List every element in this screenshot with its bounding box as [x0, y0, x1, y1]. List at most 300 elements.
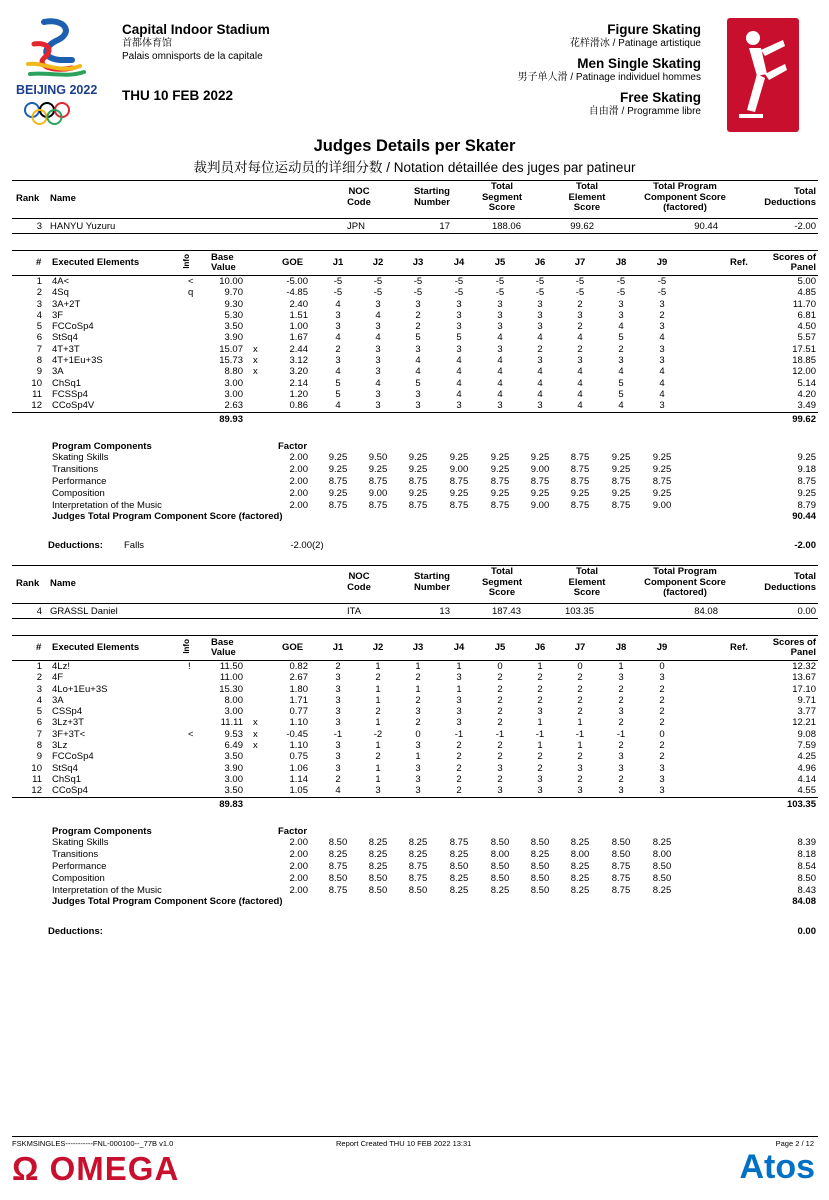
element-scores-of-panel: 5.00 — [797, 276, 816, 287]
component-panel-score: 9.25 — [797, 487, 816, 499]
component-score-j1: 8.75 — [328, 499, 348, 511]
judge-score-j7: 4 — [577, 366, 583, 378]
judge-header-j6: J6 — [534, 257, 546, 268]
element-goe: 1.80 — [289, 683, 308, 695]
component-score-j4: 8.75 — [449, 475, 469, 487]
deduction-value: -2.00 — [290, 540, 312, 552]
judge-score-j9: 3 — [659, 773, 665, 785]
skater-total-deductions: -2.00 — [794, 221, 816, 232]
judge-score-j9: 2 — [659, 309, 665, 321]
element-scores-of-panel: 17.10 — [792, 683, 816, 695]
element-code: 4Sq — [52, 287, 69, 299]
judge-score-j3: 4 — [415, 366, 421, 378]
judge-score-j6: 3 — [537, 785, 543, 797]
judge-score-j2: 1 — [375, 762, 381, 774]
starting-number-header: Starting Number — [414, 571, 450, 593]
judge-score-j2: 3 — [375, 388, 381, 400]
judge-score-j7: 1 — [577, 740, 583, 752]
judge-score-j5: -5 — [495, 276, 505, 287]
element-info: < — [188, 728, 194, 740]
element-code: ChSq1 — [52, 377, 82, 389]
skater-rank: 3 — [36, 221, 42, 232]
component-score-j1: 9.25 — [328, 464, 348, 476]
judge-score-j8: 2 — [618, 773, 624, 785]
goe-header: GOE — [282, 257, 304, 268]
judge-score-j5: 3 — [497, 321, 503, 333]
report-created: Report Created THU 10 FEB 2022 13:31 — [336, 1139, 472, 1148]
component-score-j1: 8.75 — [328, 884, 348, 896]
judge-score-j6: 3 — [537, 298, 543, 310]
judge-score-j8: 2 — [618, 717, 624, 729]
element-number: 10 — [31, 762, 42, 774]
judge-score-j3: 5 — [415, 377, 421, 389]
judge-score-j2: 1 — [375, 661, 381, 672]
judge-score-j7: 4 — [577, 388, 583, 400]
judge-score-j3: 3 — [415, 706, 421, 718]
judge-score-j5: 2 — [497, 683, 503, 695]
component-score-j4: 9.25 — [449, 452, 469, 464]
judge-score-j2: 4 — [375, 377, 381, 389]
component-panel-score: 9.25 — [797, 452, 816, 464]
skater-total-deductions: 0.00 — [797, 606, 816, 617]
component-score-j3: 8.25 — [408, 849, 428, 861]
judge-score-j1: -5 — [333, 287, 343, 299]
element-bonus-marker: x — [253, 728, 258, 740]
judge-score-j1: 2 — [335, 773, 341, 785]
component-score-j6: 8.50 — [530, 837, 550, 849]
element-base-value: 3.00 — [224, 773, 243, 785]
component-score-j2: 8.25 — [368, 837, 388, 849]
judge-score-j7: 4 — [577, 377, 583, 389]
judge-header-j1: J1 — [332, 257, 344, 268]
judge-score-j2: 1 — [375, 694, 381, 706]
element-number: 7 — [36, 343, 42, 355]
element-scores-of-panel: 11.70 — [792, 298, 816, 310]
element-goe: 1.05 — [289, 785, 308, 797]
element-goe: 1.06 — [289, 762, 308, 774]
sport-subtitle: 花样滑冰 / Patinage artistique — [569, 38, 701, 49]
skater-rank: 4 — [36, 606, 42, 617]
judge-score-j2: 2 — [375, 672, 381, 684]
segment-subtitle: 自由滑 / Programme libre — [588, 106, 701, 117]
rank-header: Rank — [16, 193, 40, 204]
judge-score-j7: 3 — [577, 762, 583, 774]
judge-header-j1: J1 — [332, 642, 344, 653]
judge-score-j6: -5 — [535, 287, 545, 299]
skater-starting-number: 13 — [439, 606, 450, 617]
segment-title: Free Skating — [619, 90, 701, 105]
component-score-j7: 8.75 — [570, 452, 590, 464]
judge-score-j7: 3 — [577, 309, 583, 321]
component-score-j9: 9.25 — [652, 464, 672, 476]
judge-score-j3: 1 — [415, 751, 421, 763]
element-scores-of-panel: 12.21 — [792, 717, 816, 729]
component-score-j1: 9.25 — [328, 487, 348, 499]
component-score-j7: 8.00 — [570, 849, 590, 861]
element-code: 4A< — [52, 276, 70, 287]
element-code: 4T+3T — [52, 343, 80, 355]
figure-skating-pictogram-icon — [727, 18, 799, 132]
component-factor: 2.00 — [289, 499, 308, 511]
component-score-j1: 8.75 — [328, 860, 348, 872]
element-scores-of-panel: 13.67 — [792, 672, 816, 684]
pcs-total-row — [12, 896, 818, 908]
component-score-j1: 8.50 — [328, 872, 348, 884]
judge-score-j6: 4 — [537, 332, 543, 344]
element-row — [12, 310, 818, 321]
component-score-j7: 9.25 — [570, 487, 590, 499]
component-score-j3: 8.75 — [408, 499, 428, 511]
skater-noc: JPN — [347, 221, 365, 232]
element-goe: 0.75 — [289, 751, 308, 763]
element-base-value: 15.30 — [219, 683, 243, 695]
pcs-total-row — [12, 511, 818, 523]
judge-header-j7: J7 — [574, 642, 586, 653]
element-goe: -4.85 — [286, 287, 308, 299]
judge-score-j1: 4 — [335, 332, 341, 344]
judge-score-j5: 3 — [497, 762, 503, 774]
judge-score-j6: 2 — [537, 751, 543, 763]
component-score-j6: 9.00 — [530, 499, 550, 511]
judge-score-j2: 3 — [375, 400, 381, 412]
judge-score-j3: -5 — [413, 287, 423, 299]
element-row — [12, 332, 818, 343]
event-date: THU 10 FEB 2022 — [122, 88, 234, 103]
component-score-j6: 9.25 — [530, 487, 550, 499]
component-score-j9: 8.50 — [652, 860, 672, 872]
judge-score-j4: 3 — [456, 706, 462, 718]
element-number: 1 — [36, 661, 42, 672]
judge-score-j4: 2 — [456, 773, 462, 785]
judge-score-j9: 0 — [659, 728, 665, 740]
judge-header-j8: J8 — [615, 257, 627, 268]
judge-score-j3: 3 — [415, 762, 421, 774]
element-number: 11 — [32, 773, 42, 785]
executed-elements-header: Executed Elements — [52, 642, 140, 653]
judge-score-j7: 2 — [577, 706, 583, 718]
judge-score-j7: 0 — [577, 661, 583, 672]
element-number: 5 — [36, 321, 42, 333]
component-name: Composition — [52, 872, 105, 884]
element-row — [12, 785, 818, 796]
component-panel-score: 8.18 — [797, 849, 816, 861]
summary-header — [12, 180, 818, 219]
component-score-j1: 8.50 — [328, 837, 348, 849]
component-score-j4: 8.25 — [449, 849, 469, 861]
element-base-value: 3.90 — [224, 762, 243, 774]
factor-header: Factor — [278, 440, 308, 452]
judge-score-j3: 2 — [415, 309, 421, 321]
element-base-value: 3.00 — [224, 388, 243, 400]
judge-score-j6: 4 — [537, 388, 543, 400]
program-component-row — [12, 452, 818, 464]
judge-score-j7: 2 — [577, 298, 583, 310]
judge-header-j8: J8 — [615, 642, 627, 653]
judge-score-j8: 4 — [618, 400, 624, 412]
spacer — [12, 523, 818, 540]
judge-score-j6: 1 — [537, 661, 543, 672]
judge-score-j7: 2 — [577, 683, 583, 695]
judge-score-j7: 2 — [577, 343, 583, 355]
component-score-j7: 8.25 — [570, 872, 590, 884]
component-score-j4: 8.25 — [449, 872, 469, 884]
element-code: 3F+3T< — [52, 728, 86, 740]
judge-score-j4: 5 — [456, 332, 462, 344]
component-score-j2: 8.50 — [368, 884, 388, 896]
element-code: 3A — [52, 694, 64, 706]
component-name: Performance — [52, 475, 107, 487]
total-element-score-header: Total Element Score — [568, 566, 606, 598]
element-base-value: 8.80 — [224, 366, 243, 378]
judge-score-j2: 4 — [375, 309, 381, 321]
elements-header — [12, 250, 818, 276]
judge-score-j9: 4 — [659, 388, 665, 400]
component-score-j2: 8.25 — [368, 849, 388, 861]
element-number: 10 — [31, 377, 42, 389]
judge-score-j7: 2 — [577, 694, 583, 706]
element-row — [12, 717, 818, 728]
judge-score-j5: 3 — [497, 400, 503, 412]
element-bonus-marker: x — [253, 717, 258, 729]
judge-score-j6: 3 — [537, 773, 543, 785]
judge-score-j2: 1 — [375, 683, 381, 695]
judge-score-j5: -1 — [495, 728, 505, 740]
judge-score-j3: -5 — [413, 276, 423, 287]
element-goe: 1.10 — [289, 717, 308, 729]
page-number: Page 2 / 12 — [775, 1139, 814, 1148]
judge-score-j8: 2 — [618, 740, 624, 752]
judge-score-j3: 3 — [415, 785, 421, 797]
element-goe: 1.14 — [289, 773, 308, 785]
judge-score-j1: 3 — [335, 355, 341, 367]
component-score-j8: 8.75 — [611, 499, 631, 511]
component-panel-score: 8.39 — [797, 837, 816, 849]
judge-score-j6: 4 — [537, 366, 543, 378]
element-base-value: 9.70 — [224, 287, 243, 299]
judge-score-j1: 4 — [335, 400, 341, 412]
component-score-j2: 9.25 — [368, 464, 388, 476]
judge-score-j9: 2 — [659, 717, 665, 729]
component-factor: 2.00 — [289, 464, 308, 476]
event-info-block — [518, 22, 701, 124]
component-factor: 2.00 — [289, 884, 308, 896]
summary-row — [12, 219, 818, 234]
name-header: Name — [50, 193, 76, 204]
element-code: StSq4 — [52, 762, 78, 774]
component-score-j7: 8.25 — [570, 837, 590, 849]
component-score-j8: 8.75 — [611, 884, 631, 896]
report-code: FSKMSINGLES-----------FNL-000100--_77B v1.0 — [12, 1139, 174, 1148]
element-number: 11 — [32, 388, 42, 400]
element-row — [12, 751, 818, 762]
judge-score-j2: 3 — [375, 355, 381, 367]
total-element-score-header: Total Element Score — [568, 181, 606, 213]
judge-score-j4: 3 — [456, 717, 462, 729]
judge-score-j1: 3 — [335, 706, 341, 718]
element-scores-of-panel: 17.51 — [792, 343, 816, 355]
total-segment-score-header: Total Segment Score — [481, 566, 523, 598]
component-score-j5: 8.50 — [490, 860, 510, 872]
component-score-j8: 8.50 — [611, 837, 631, 849]
skater-starting-number: 17 — [439, 221, 450, 232]
element-scores-of-panel: 12.32 — [792, 661, 816, 672]
element-base-value: 9.53 — [224, 728, 243, 740]
scores-of-panel-header: Scores of Panel — [772, 252, 816, 273]
element-goe: 2.67 — [289, 672, 308, 684]
judge-score-j5: 4 — [497, 366, 503, 378]
judge-header-j3: J3 — [412, 642, 424, 653]
judge-score-j8: -5 — [616, 287, 626, 299]
element-row — [12, 321, 818, 332]
element-goe: 2.40 — [289, 298, 308, 310]
judge-score-j8: 4 — [618, 366, 624, 378]
element-goe: 3.20 — [289, 366, 308, 378]
element-goe: 1.67 — [289, 332, 308, 344]
component-score-j9: 8.25 — [652, 837, 672, 849]
component-factor: 2.00 — [289, 872, 308, 884]
component-score-j3: 8.25 — [408, 837, 428, 849]
element-row — [12, 355, 818, 366]
judge-score-j5: 2 — [497, 694, 503, 706]
element-scores-of-panel: 12.00 — [792, 366, 816, 378]
component-name: Skating Skills — [52, 452, 109, 464]
element-scores-of-panel: 18.85 — [792, 355, 816, 367]
component-score-j8: 9.25 — [611, 487, 631, 499]
scores-of-panel-total: 99.62 — [792, 413, 816, 425]
program-components-title: Program Components — [52, 440, 152, 452]
component-score-j8: 8.50 — [611, 849, 631, 861]
element-row — [12, 400, 818, 411]
ref-header: Ref. — [730, 642, 748, 653]
judge-score-j8: 3 — [618, 672, 624, 684]
element-code: 4Lz! — [52, 661, 70, 672]
element-row — [12, 684, 818, 695]
judge-score-j1: 3 — [335, 717, 341, 729]
skater-name: HANYU Yuzuru — [50, 221, 116, 232]
element-base-value: 8.00 — [224, 694, 243, 706]
element-goe: 0.86 — [289, 400, 308, 412]
judge-score-j7: 4 — [577, 332, 583, 344]
component-panel-score: 8.75 — [797, 475, 816, 487]
element-code: CCoSp4V — [52, 400, 95, 412]
judge-score-j5: 2 — [497, 672, 503, 684]
judge-score-j1: 3 — [335, 751, 341, 763]
component-score-j6: 9.00 — [530, 464, 550, 476]
judge-score-j4: 4 — [456, 366, 462, 378]
judge-score-j8: 3 — [618, 355, 624, 367]
judge-score-j7: -1 — [575, 728, 585, 740]
component-score-j8: 9.25 — [611, 464, 631, 476]
element-number: 3 — [36, 683, 42, 695]
element-info: < — [188, 276, 194, 287]
component-factor: 2.00 — [289, 837, 308, 849]
component-name: Transitions — [52, 464, 99, 476]
judge-score-j3: 1 — [415, 661, 421, 672]
judge-score-j3: 2 — [415, 672, 421, 684]
summary-header — [12, 565, 818, 604]
component-score-j3: 9.25 — [408, 487, 428, 499]
element-goe: 2.44 — [289, 343, 308, 355]
element-base-value: 3.00 — [224, 706, 243, 718]
element-code: FCSSp4 — [52, 388, 88, 400]
component-score-j9: 8.50 — [652, 872, 672, 884]
judge-score-j4: 2 — [456, 740, 462, 752]
judge-score-j8: -1 — [616, 728, 626, 740]
judge-score-j9: 2 — [659, 740, 665, 752]
judge-score-j4: 1 — [456, 661, 462, 672]
judge-score-j8: 3 — [618, 298, 624, 310]
judge-score-j3: 3 — [415, 773, 421, 785]
element-base-value: 11.50 — [219, 661, 243, 672]
element-scores-of-panel: 4.14 — [797, 773, 816, 785]
judge-score-j9: 0 — [659, 661, 665, 672]
skater-block — [12, 180, 818, 554]
component-name: Transitions — [52, 849, 99, 861]
component-score-j9: 8.25 — [652, 884, 672, 896]
element-base-value: 2.63 — [224, 400, 243, 412]
judge-score-j3: 2 — [415, 321, 421, 333]
judge-score-j5: 3 — [497, 309, 503, 321]
judge-score-j5: 4 — [497, 377, 503, 389]
program-component-row — [12, 476, 818, 488]
judge-score-j1: 3 — [335, 740, 341, 752]
venue-name-fr: Palais omnisports de la capitale — [122, 51, 263, 62]
element-goe: 0.77 — [289, 706, 308, 718]
component-name: Interpretation of the Music — [52, 884, 162, 896]
component-factor: 2.00 — [289, 860, 308, 872]
base-value-total: 89.83 — [219, 798, 243, 810]
skater-name: GRASSL Daniel — [50, 606, 118, 617]
component-score-j6: 8.50 — [530, 884, 550, 896]
judge-score-j7: 2 — [577, 321, 583, 333]
element-base-value: 15.73 — [219, 355, 243, 367]
total-deductions-header: Total Deductions — [764, 186, 816, 208]
total-pcs-header: Total Program Component Score (factored) — [644, 181, 726, 213]
element-row — [12, 378, 818, 389]
element-base-value: 10.00 — [219, 276, 243, 287]
deductions-total: -2.00 — [794, 540, 816, 552]
judge-score-j2: -2 — [373, 728, 383, 740]
element-number-header: # — [36, 642, 42, 653]
judge-score-j9: 3 — [659, 298, 665, 310]
pcs-total-label: Judges Total Program Component Score (factored) — [52, 511, 283, 523]
element-number: 3 — [36, 298, 42, 310]
component-score-j5: 8.75 — [490, 499, 510, 511]
element-code: 3Lz — [52, 740, 68, 752]
judge-header-j2: J2 — [372, 642, 384, 653]
component-score-j5: 8.50 — [490, 872, 510, 884]
element-scores-of-panel: 5.57 — [797, 332, 816, 344]
element-number: 4 — [36, 309, 42, 321]
judge-score-j3: 1 — [415, 683, 421, 695]
component-score-j4: 8.50 — [449, 860, 469, 872]
judge-score-j8: -5 — [616, 276, 626, 287]
judge-score-j5: -5 — [495, 287, 505, 299]
judge-score-j2: 3 — [375, 321, 381, 333]
program-component-row — [12, 885, 818, 897]
element-row — [12, 774, 818, 785]
component-score-j4: 9.25 — [449, 487, 469, 499]
component-score-j5: 8.00 — [490, 849, 510, 861]
element-row — [12, 299, 818, 310]
element-number: 12 — [31, 400, 42, 412]
judge-score-j8: 2 — [618, 683, 624, 695]
element-row — [12, 661, 818, 672]
component-panel-score: 8.79 — [797, 499, 816, 511]
judge-score-j8: 2 — [618, 694, 624, 706]
judge-header-j9: J9 — [656, 642, 668, 653]
component-factor: 2.00 — [289, 487, 308, 499]
